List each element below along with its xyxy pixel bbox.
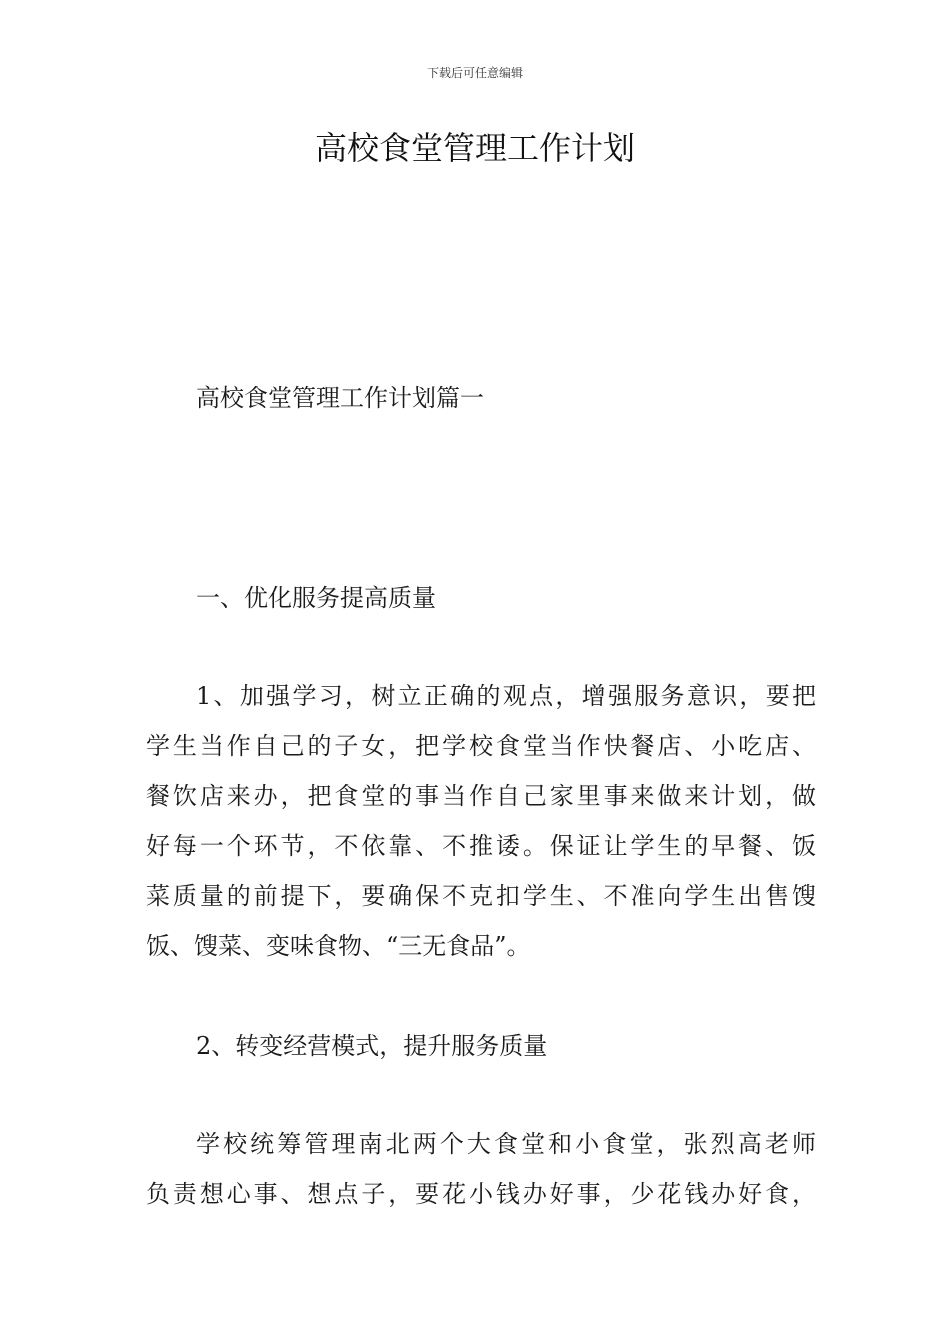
paragraph-line: 负责想心事、想点子，要花小钱办好事，少花钱办好食， <box>146 1180 816 1208</box>
paragraph-line: 1、加强学习，树立正确的观点，增强服务意识，要把 <box>196 682 816 710</box>
document-title: 高校食堂管理工作计划 <box>314 129 635 167</box>
paragraph-line: 饭、馊菜、变味食物、“三无食品”。 <box>146 932 531 960</box>
paragraph-line: 好每一个环节，不依靠、不推诿。保证让学生的早餐、饭 <box>146 832 816 860</box>
paragraph-line: 学校统筹管理南北两个大食堂和小食堂，张烈高老师 <box>196 1130 816 1158</box>
paragraph-line: 菜质量的前提下，要确保不克扣学生、不准向学生出售馊 <box>146 882 816 910</box>
paragraph-line: 餐饮店来办，把食堂的事当作自己家里事来做来计划，做 <box>146 782 816 810</box>
subtitle: 高校食堂管理工作计划篇一 <box>196 384 484 412</box>
section-heading: 一、优化服务提高质量 <box>196 584 436 612</box>
header-note: 下载后可任意编辑 <box>426 66 523 80</box>
point-heading: 2、转变经营模式，提升服务质量 <box>196 1032 548 1060</box>
paragraph-line: 学生当作自己的子女，把学校食堂当作快餐店、小吃店、 <box>146 732 816 760</box>
